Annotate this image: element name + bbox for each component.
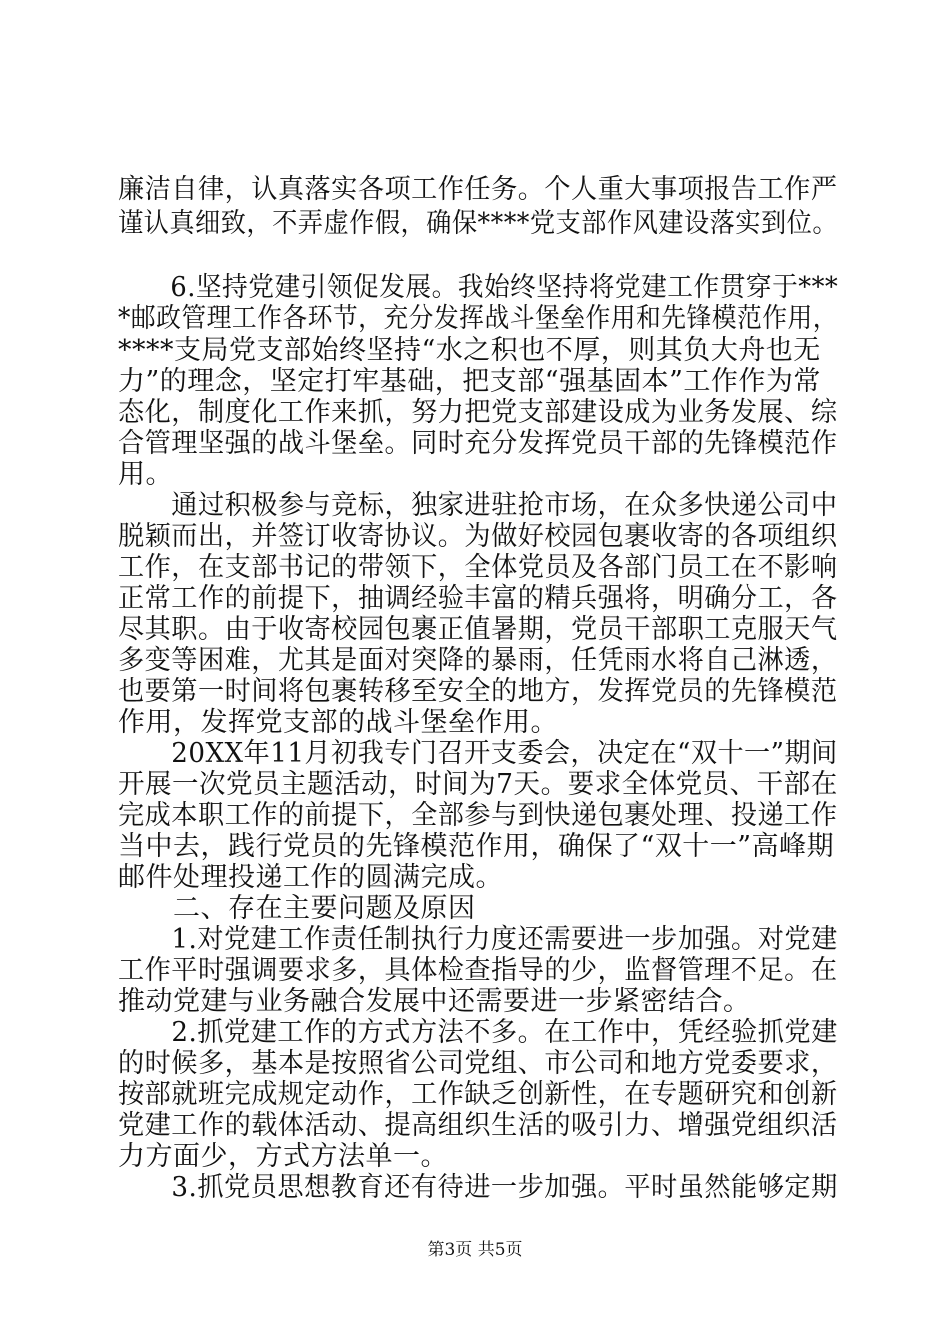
text-line: 力方面少，方式方法单一。 — [118, 1141, 448, 1172]
text-line: 工作，在支部书记的带领下，全体党员及各部门员工在不影响 — [118, 552, 838, 583]
section-heading: 二、存在主要问题及原因 — [118, 893, 476, 924]
text-line: 谨认真细致，不弄虚作假，确保****党支部作风建设落实到位。 — [118, 208, 839, 239]
text-line: 邮件处理投递工作的圆满完成。 — [118, 862, 503, 893]
text-line: 当中去，践行党员的先锋模范作用，确保了“双十一”高峰期 — [118, 831, 835, 862]
text-line: 开展一次党员主题活动，时间为7天。要求全体党员、干部在 — [118, 769, 838, 800]
text-line: 力”的理念，坚定打牢基础，把支部“强基固本”工作作为常 — [118, 366, 821, 397]
text-line: 按部就班完成规定动作，工作缺乏创新性，在专题研究和创新 — [118, 1079, 838, 1110]
text-line: 党建工作的载体活动、提高组织生活的吸引力、增强党组织活 — [118, 1110, 838, 1141]
text-line: 脱颖而出，并签订收寄协议。为做好校园包裹收寄的各项组织 — [118, 521, 838, 552]
text-line: 多变等困难，尤其是面对突降的暴雨，任凭雨水将自己淋透， — [118, 645, 838, 676]
text-line: 20XX年11月初我专门召开支委会，决定在“双十一”期间 — [118, 738, 838, 769]
text-line: *邮政管理工作各环节，充分发挥战斗堡垒作用和先锋模范作用， — [118, 303, 839, 334]
text-line: 尽其职。由于收寄校园包裹正值暑期，党员干部职工克服天气 — [118, 614, 838, 645]
text-line: 完成本职工作的前提下，全部参与到快递包裹处理、投递工作 — [118, 800, 838, 831]
text-line: 2.抓党建工作的方式方法不多。在工作中，凭经验抓党建 — [118, 1017, 838, 1048]
text-line: 1.对党建工作责任制执行力度还需要进一步加强。对党建 — [118, 924, 838, 955]
text-line: 的时候多，基本是按照省公司党组、市公司和地方党委要求， — [118, 1048, 838, 1079]
text-line: 工作平时强调要求多，具体检查指导的少，监督管理不足。在 — [118, 955, 838, 986]
text-line: 推动党建与业务融合发展中还需要进一步紧密结合。 — [118, 986, 751, 1017]
text-line: 3.抓党员思想教育还有待进一步加强。平时虽然能够定期 — [118, 1172, 838, 1203]
text-line: 态化，制度化工作来抓，努力把党支部建设成为业务发展、综 — [118, 397, 838, 428]
text-line: 正常工作的前提下，抽调经验丰富的精兵强将，明确分工，各 — [118, 583, 838, 614]
text-line: 6.坚持党建引领促发展。我始终坚持将党建工作贯穿于*** — [118, 272, 839, 303]
text-line: 通过积极参与竞标，独家进驻抢市场，在众多快递公司中 — [118, 490, 838, 521]
text-line: 作用，发挥党支部的战斗堡垒作用。 — [118, 707, 558, 738]
page-number-footer: 第3页 共5页 — [427, 1240, 523, 1260]
text-line: 廉洁自律，认真落实各项工作任务。个人重大事项报告工作严 — [118, 174, 838, 205]
text-line: 也要第一时间将包裹转移至安全的地方，发挥党员的先锋模范 — [118, 676, 838, 707]
text-line: 用。 — [118, 459, 173, 490]
text-line: ****支局党支部始终坚持“水之积也不厚，则其负大舟也无 — [118, 335, 821, 366]
text-line: 合管理坚强的战斗堡垒。同时充分发挥党员干部的先锋模范作 — [118, 428, 838, 459]
